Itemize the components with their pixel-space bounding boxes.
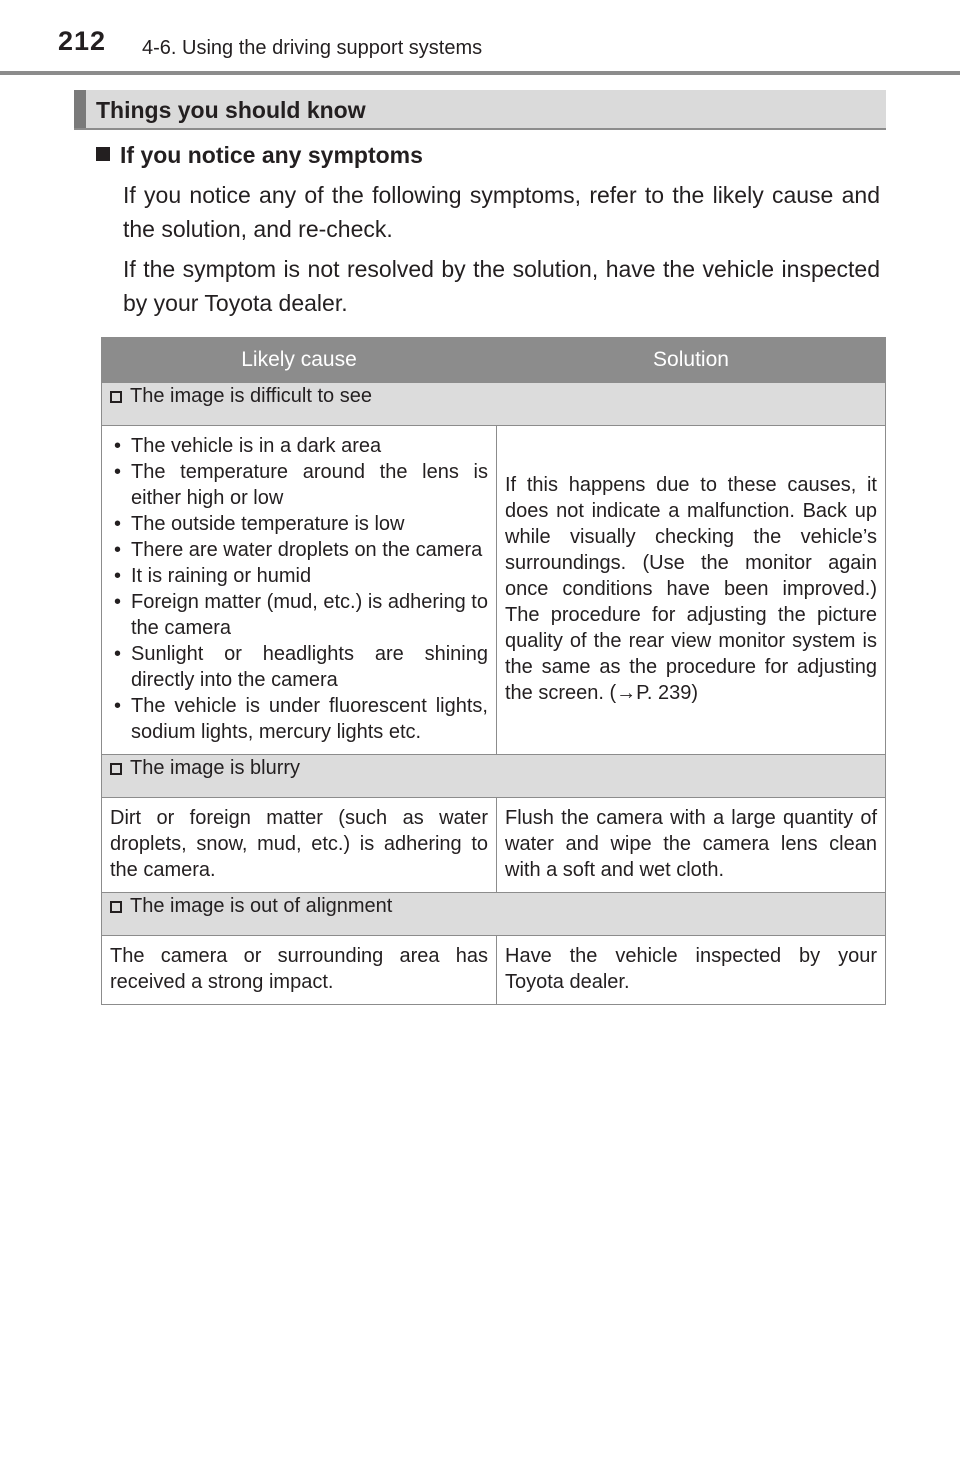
intro-paragraph: If you notice any of the following symptoms, refer to the likely cause and the solution, and re-check. <box>123 182 880 242</box>
group-row <box>102 755 886 798</box>
table-header-row <box>102 338 886 383</box>
page-number: 212 <box>58 26 107 56</box>
list-item: • It is raining or humid <box>110 563 488 589</box>
section-title: 4-6. Using the driving support systems <box>142 37 483 59</box>
group-title: The image is blurry <box>130 757 301 779</box>
header-solution: Solution <box>497 338 886 383</box>
cause-cell: The camera or surrounding area has received a strong impact. <box>102 936 497 1005</box>
solution-cell: If this happens due to these causes, it does not indicate a malfunction. Back up while visually checking the vehicle’s surroundings. (Use the monitor again once conditions have been improved.) The procedure for adjusting the picture quality of the rear view monitor system is the same as the procedure for adjusting the screen. (→P. 239) <box>497 426 886 755</box>
checkbox-square-icon <box>110 763 122 775</box>
solution-cell: Flush the camera with a large quantity of water and wipe the camera lens clean with a soft and wet cloth. <box>497 798 886 893</box>
box-title: Things you should know <box>96 97 366 123</box>
table-row <box>102 426 886 755</box>
cause-list <box>110 433 488 745</box>
things-you-should-know-box <box>74 90 886 130</box>
box-accent-bar <box>74 90 86 128</box>
group-title-cell <box>102 893 886 936</box>
header-likely-cause: Likely cause <box>102 338 497 383</box>
group-row <box>102 383 886 426</box>
solution-cell: Have the vehicle inspected by your Toyota dealer. <box>497 936 886 1005</box>
symptom-table <box>101 337 886 1005</box>
cause-cell: Dirt or foreign matter (such as water droplets, snow, mud, etc.) is adhering to the camera. <box>102 798 497 893</box>
checkbox-square-icon <box>110 901 122 913</box>
list-item: • The temperature around the lens is either high or low <box>110 459 488 511</box>
subheading-text: If you notice any symptoms <box>120 142 423 168</box>
list-item: • The outside temperature is low <box>110 511 488 537</box>
subheading <box>96 142 423 169</box>
dealer-paragraph: If the symptom is not resolved by the solution, have the vehicle inspected by your Toyota dealer. <box>123 256 880 316</box>
group-title: The image is out of alignment <box>130 895 393 917</box>
header-rule <box>0 71 960 75</box>
list-item: • The vehicle is in a dark area <box>110 433 488 459</box>
list-item: • Sunlight or headlights are shining directly into the camera <box>110 641 488 693</box>
table-row <box>102 798 886 893</box>
list-item: • There are water droplets on the camera <box>110 537 488 563</box>
table-row <box>102 936 886 1005</box>
list-item: • Foreign matter (mud, etc.) is adhering to the camera <box>110 589 488 641</box>
list-item: • The vehicle is under fluorescent lights, sodium lights, mercury lights etc. <box>110 693 488 745</box>
cause-cell <box>102 426 497 755</box>
square-bullet-icon <box>96 147 110 161</box>
checkbox-square-icon <box>110 391 122 403</box>
group-title-cell <box>102 755 886 798</box>
group-row <box>102 893 886 936</box>
group-title: The image is difficult to see <box>130 385 372 407</box>
group-title-cell <box>102 383 886 426</box>
